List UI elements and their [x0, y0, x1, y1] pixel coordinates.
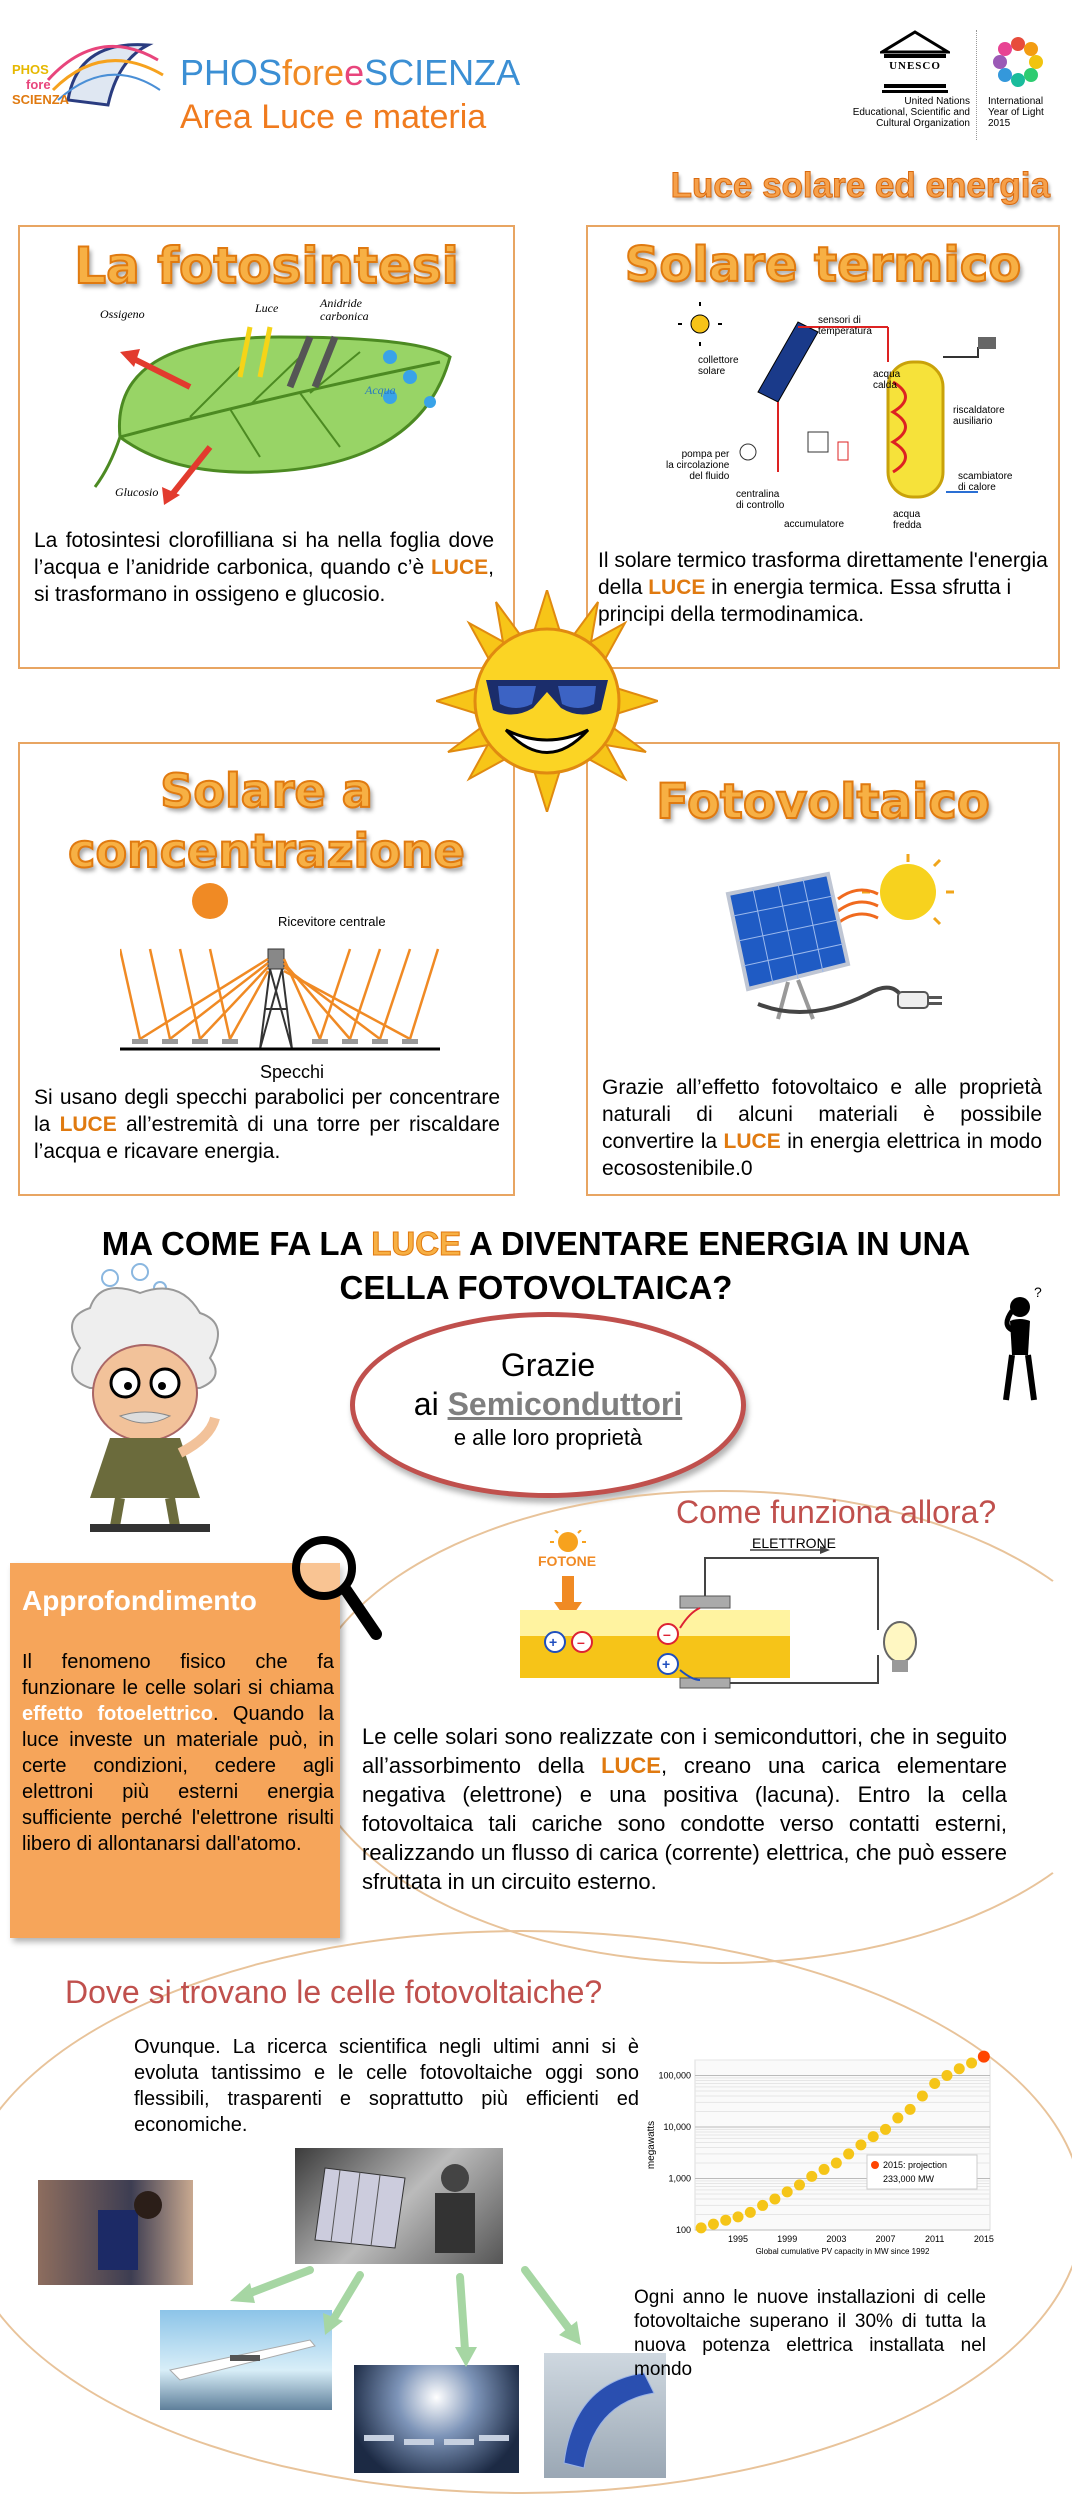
concentrazione-text-1: Si usano degli specchi parabolici per concentrare la: [34, 1086, 500, 1136]
x-tick-label: 2003: [826, 2234, 847, 2244]
data-point: [880, 2124, 891, 2135]
termico-text: [598, 547, 1048, 628]
fotovoltaico-text-2: in energia elettrica in modo ecosostenibile.0: [602, 1130, 1043, 1180]
x-tick-label: 2011: [925, 2234, 945, 2244]
backpack-photo-icon: [38, 2180, 193, 2285]
grazie-line-1: Grazie: [500, 1347, 596, 1383]
logo-divider: [976, 30, 978, 140]
come-funziona-title: Come funziona allora?: [676, 1494, 997, 1530]
chart-plot-area: [695, 2060, 990, 2230]
concentrazione-text: [34, 1084, 500, 1165]
data-point: [954, 2063, 965, 2074]
svg-text:+: +: [662, 1656, 671, 1672]
title-phos: PHOS: [180, 52, 283, 93]
concentration-diagram: [120, 879, 440, 1059]
grazie-ai: ai: [413, 1386, 448, 1422]
dove-stat-text: Ogni anno le nuove installazioni di celle fotovoltaiche superano il 30% di tutta la nuova potenza elettrica installata nel mondo: [634, 2287, 986, 2380]
elettrone-label: ELETTRONE: [752, 1535, 837, 1551]
data-point: [868, 2131, 879, 2142]
label-acqua-fredda: acqua fredda: [893, 509, 922, 531]
concentrazione-title-1: Solare a: [160, 764, 373, 818]
x-axis-label: Global cumulative PV capacity in MW since 1992: [755, 2247, 930, 2256]
data-point: [720, 2215, 731, 2226]
data-point: [769, 2193, 780, 2204]
green-arrows: [225, 2255, 595, 2373]
unesco-logo: [880, 30, 950, 94]
label-riscaldatore: riscaldatore ausiliario: [953, 405, 1005, 427]
site-subtitle: Area Luce e materia: [180, 98, 487, 136]
unesco-caption: United Nations Educational, Scientific and Cultural Organization: [852, 96, 970, 129]
fotovoltaico-luce: LUCE: [723, 1130, 781, 1153]
label-scambiatore: scambiatore di calore: [958, 471, 1013, 493]
svg-text:?: ?: [1034, 1285, 1042, 1300]
fotosintesi-text: [34, 527, 494, 608]
magnifier-icon: [286, 1530, 382, 1640]
title-scienza: SCIENZA: [364, 52, 521, 93]
label-centralina: centralina di controllo: [736, 489, 785, 511]
pv-chart-svg: [640, 2045, 1005, 2275]
come-funziona-text-2: , creano una carica elementare negativa (elettrone) e una positiva (lacuna). Entro la cella fotovoltaica tali cariche sono condotte verso contatti esterni, realizzando un flusso di carica (corrente) elettrica, che può essere sfruttata in un circuito esterno.: [362, 1753, 1007, 1894]
legend-value: 233,000 MW: [883, 2174, 935, 2184]
leaf-illustration: [90, 297, 470, 507]
label-pompa: pompa per la circolazione del fluido: [666, 449, 730, 482]
data-point-projection: [978, 2051, 990, 2063]
photo-solar-backpack: [38, 2180, 193, 2285]
x-tick-label: 1995: [728, 2234, 749, 2244]
data-point: [757, 2200, 768, 2211]
solar-panel-illustration: [718, 854, 958, 1024]
data-point: [831, 2157, 842, 2168]
label-acqua-calda: acqua calda: [873, 369, 901, 391]
iyl-caption: International Year of Light 2015: [988, 96, 1044, 129]
label-collettore: collettore solare: [698, 355, 739, 377]
termico-text-2: in energia termica. Essa sfrutta i principi della termodinamica.: [598, 576, 1012, 626]
approfondimento-text-1: Il fenomeno fisico che fa funzionare le celle solari si chiama: [22, 1651, 334, 1699]
question-luce: LUCE: [371, 1225, 462, 1262]
data-point: [905, 2104, 916, 2115]
iyl-logo: [986, 30, 1050, 99]
dove-text: Ovunque. La ricerca scientifica negli ultimi anni si è evoluta tantissimo e le celle fotovoltaiche oggi sono flessibili, trasparenti e soprattutto più efficienti ed economiche.: [134, 2036, 639, 2136]
semiconduttori-link[interactable]: Semiconduttori: [447, 1386, 683, 1422]
come-funziona-luce: LUCE: [601, 1753, 661, 1778]
data-point: [966, 2057, 977, 2068]
fotovoltaico-text-1: Grazie all’effetto fotovoltaico e alle proprietà naturali di alcuni materiali è possibile convertire la: [602, 1076, 1042, 1153]
svg-text:–: –: [663, 1626, 671, 1642]
y-tick-label: 100,000: [658, 2070, 691, 2081]
fotosintesi-text-1: La fotosintesi clorofilliana si ha nella foglia dove l’acqua e l’anidride carbonica, quando c’è: [34, 529, 494, 579]
fotone-label: FOTONE: [538, 1553, 597, 1569]
come-funziona-text-1: Le celle solari sono realizzate con i semiconduttori, che in seguito all’assorbimento della: [362, 1724, 1007, 1778]
einstein-cartoon-icon: [50, 1258, 280, 1538]
label-accumulatore: accumulatore: [784, 519, 845, 530]
termico-text-1: Il solare termico trasforma direttamente l'energia della: [598, 549, 1048, 599]
data-point: [917, 2090, 928, 2101]
data-point: [782, 2186, 793, 2197]
logo-text-fore: fore: [26, 77, 51, 92]
label-specchi: Specchi: [260, 1062, 325, 1082]
iyl-flower-icon: [986, 30, 1050, 94]
phos-logo: [8, 30, 168, 130]
photo-solar-panel-lab: [295, 2148, 503, 2264]
approfondimento-title: Approfondimento: [22, 1585, 257, 1616]
concentrazione-luce: LUCE: [59, 1113, 117, 1136]
label-ricevitore: Ricevitore centrale: [278, 914, 386, 929]
pv-capacity-chart: [640, 2045, 1005, 2275]
label-luce: Luce: [255, 301, 279, 315]
data-point: [696, 2222, 707, 2233]
question-pre: MA COME FA LA: [101, 1225, 372, 1262]
data-point: [843, 2148, 854, 2159]
solar-panel-photo-icon: [295, 2148, 503, 2264]
legend-marker: [871, 2161, 879, 2169]
label-sensori: sensori di temperatura: [818, 315, 872, 337]
section-title: Luce solare ed energia: [670, 166, 1050, 205]
y-tick-label: 10,000: [663, 2122, 691, 2133]
question-post: A DIVENTARE ENERGIA IN UNA: [461, 1225, 971, 1262]
logo-text-scienza: SCIENZA: [12, 92, 70, 107]
thinking-person-icon: [990, 1285, 1050, 1405]
semiconduttori-callout: [350, 1312, 746, 1498]
svg-text:+: +: [549, 1634, 558, 1650]
question-line-2: CELLA FOTOVOLTAICA?: [339, 1269, 733, 1306]
unesco-label: UNESCO: [889, 60, 941, 72]
grazie-line-3: e alle loro proprietà: [453, 1425, 643, 1450]
y-tick-label: 1,000: [668, 2173, 691, 2184]
title-e: e: [344, 52, 365, 93]
x-tick-label: 2015: [973, 2234, 994, 2244]
fotosintesi-text-2: , si trasformano in ossigeno e glucosio.: [34, 556, 494, 606]
data-point: [708, 2219, 719, 2230]
x-tick-label: 2007: [875, 2234, 896, 2244]
fotovoltaico-text: [602, 1074, 1042, 1182]
y-tick-label: 100: [675, 2225, 691, 2235]
termico-luce: LUCE: [648, 576, 706, 599]
come-funziona-text: [362, 1722, 1007, 1896]
site-title: [180, 52, 520, 94]
data-point: [733, 2211, 744, 2222]
data-point: [929, 2078, 940, 2089]
label-ossigeno: Ossigeno: [100, 307, 145, 321]
y-axis-label: megawatts: [646, 2120, 657, 2170]
approfondimento-text-2: . Quando la luce investe un materiale può, in certe condizioni, cedere agli elettroni più esterni energia sufficiente perché l'elettrone risulti libero di allontanarsi dall'atomo.: [22, 1703, 334, 1855]
grazie-line-2: [355, 1386, 741, 1423]
dove-title: Dove si trovano le celle fotovoltaiche?: [65, 1974, 603, 2010]
concentrazione-text-2: all’estremità di una torre per riscaldare l’acqua e ricavare energia.: [34, 1113, 500, 1163]
label-glucosio: Glucosio: [115, 485, 159, 499]
fotosintesi-title: La fotosintesi: [74, 237, 459, 295]
data-point: [892, 2112, 903, 2123]
data-point: [745, 2207, 756, 2218]
termico-title: Solare termico: [624, 237, 1022, 293]
data-point: [819, 2164, 830, 2175]
solar-field-photo-icon: [354, 2365, 519, 2473]
title-fore: fore: [282, 52, 345, 93]
sun-sunglasses-icon: [436, 590, 658, 812]
label-anidride: Anidride carbonica: [320, 296, 369, 323]
legend-label: 2015: projection: [883, 2160, 948, 2170]
data-point: [855, 2139, 866, 2150]
effetto-fotoelettrico: effetto fotoelettrico: [22, 1703, 214, 1725]
data-point: [794, 2179, 805, 2190]
data-point: [806, 2171, 817, 2182]
x-tick-label: 1999: [777, 2234, 798, 2244]
approfondimento-text: [22, 1649, 334, 1857]
label-acqua: Acqua: [365, 383, 396, 397]
data-point: [941, 2070, 952, 2081]
fotovoltaico-title: Fotovoltaico: [656, 774, 990, 830]
logo-text-phos: PHOS: [12, 62, 49, 77]
photo-solar-field: [354, 2365, 519, 2473]
svg-text:–: –: [577, 1634, 585, 1650]
concentrazione-title-2: concentrazione: [68, 824, 465, 878]
fotosintesi-luce: LUCE: [430, 556, 489, 579]
